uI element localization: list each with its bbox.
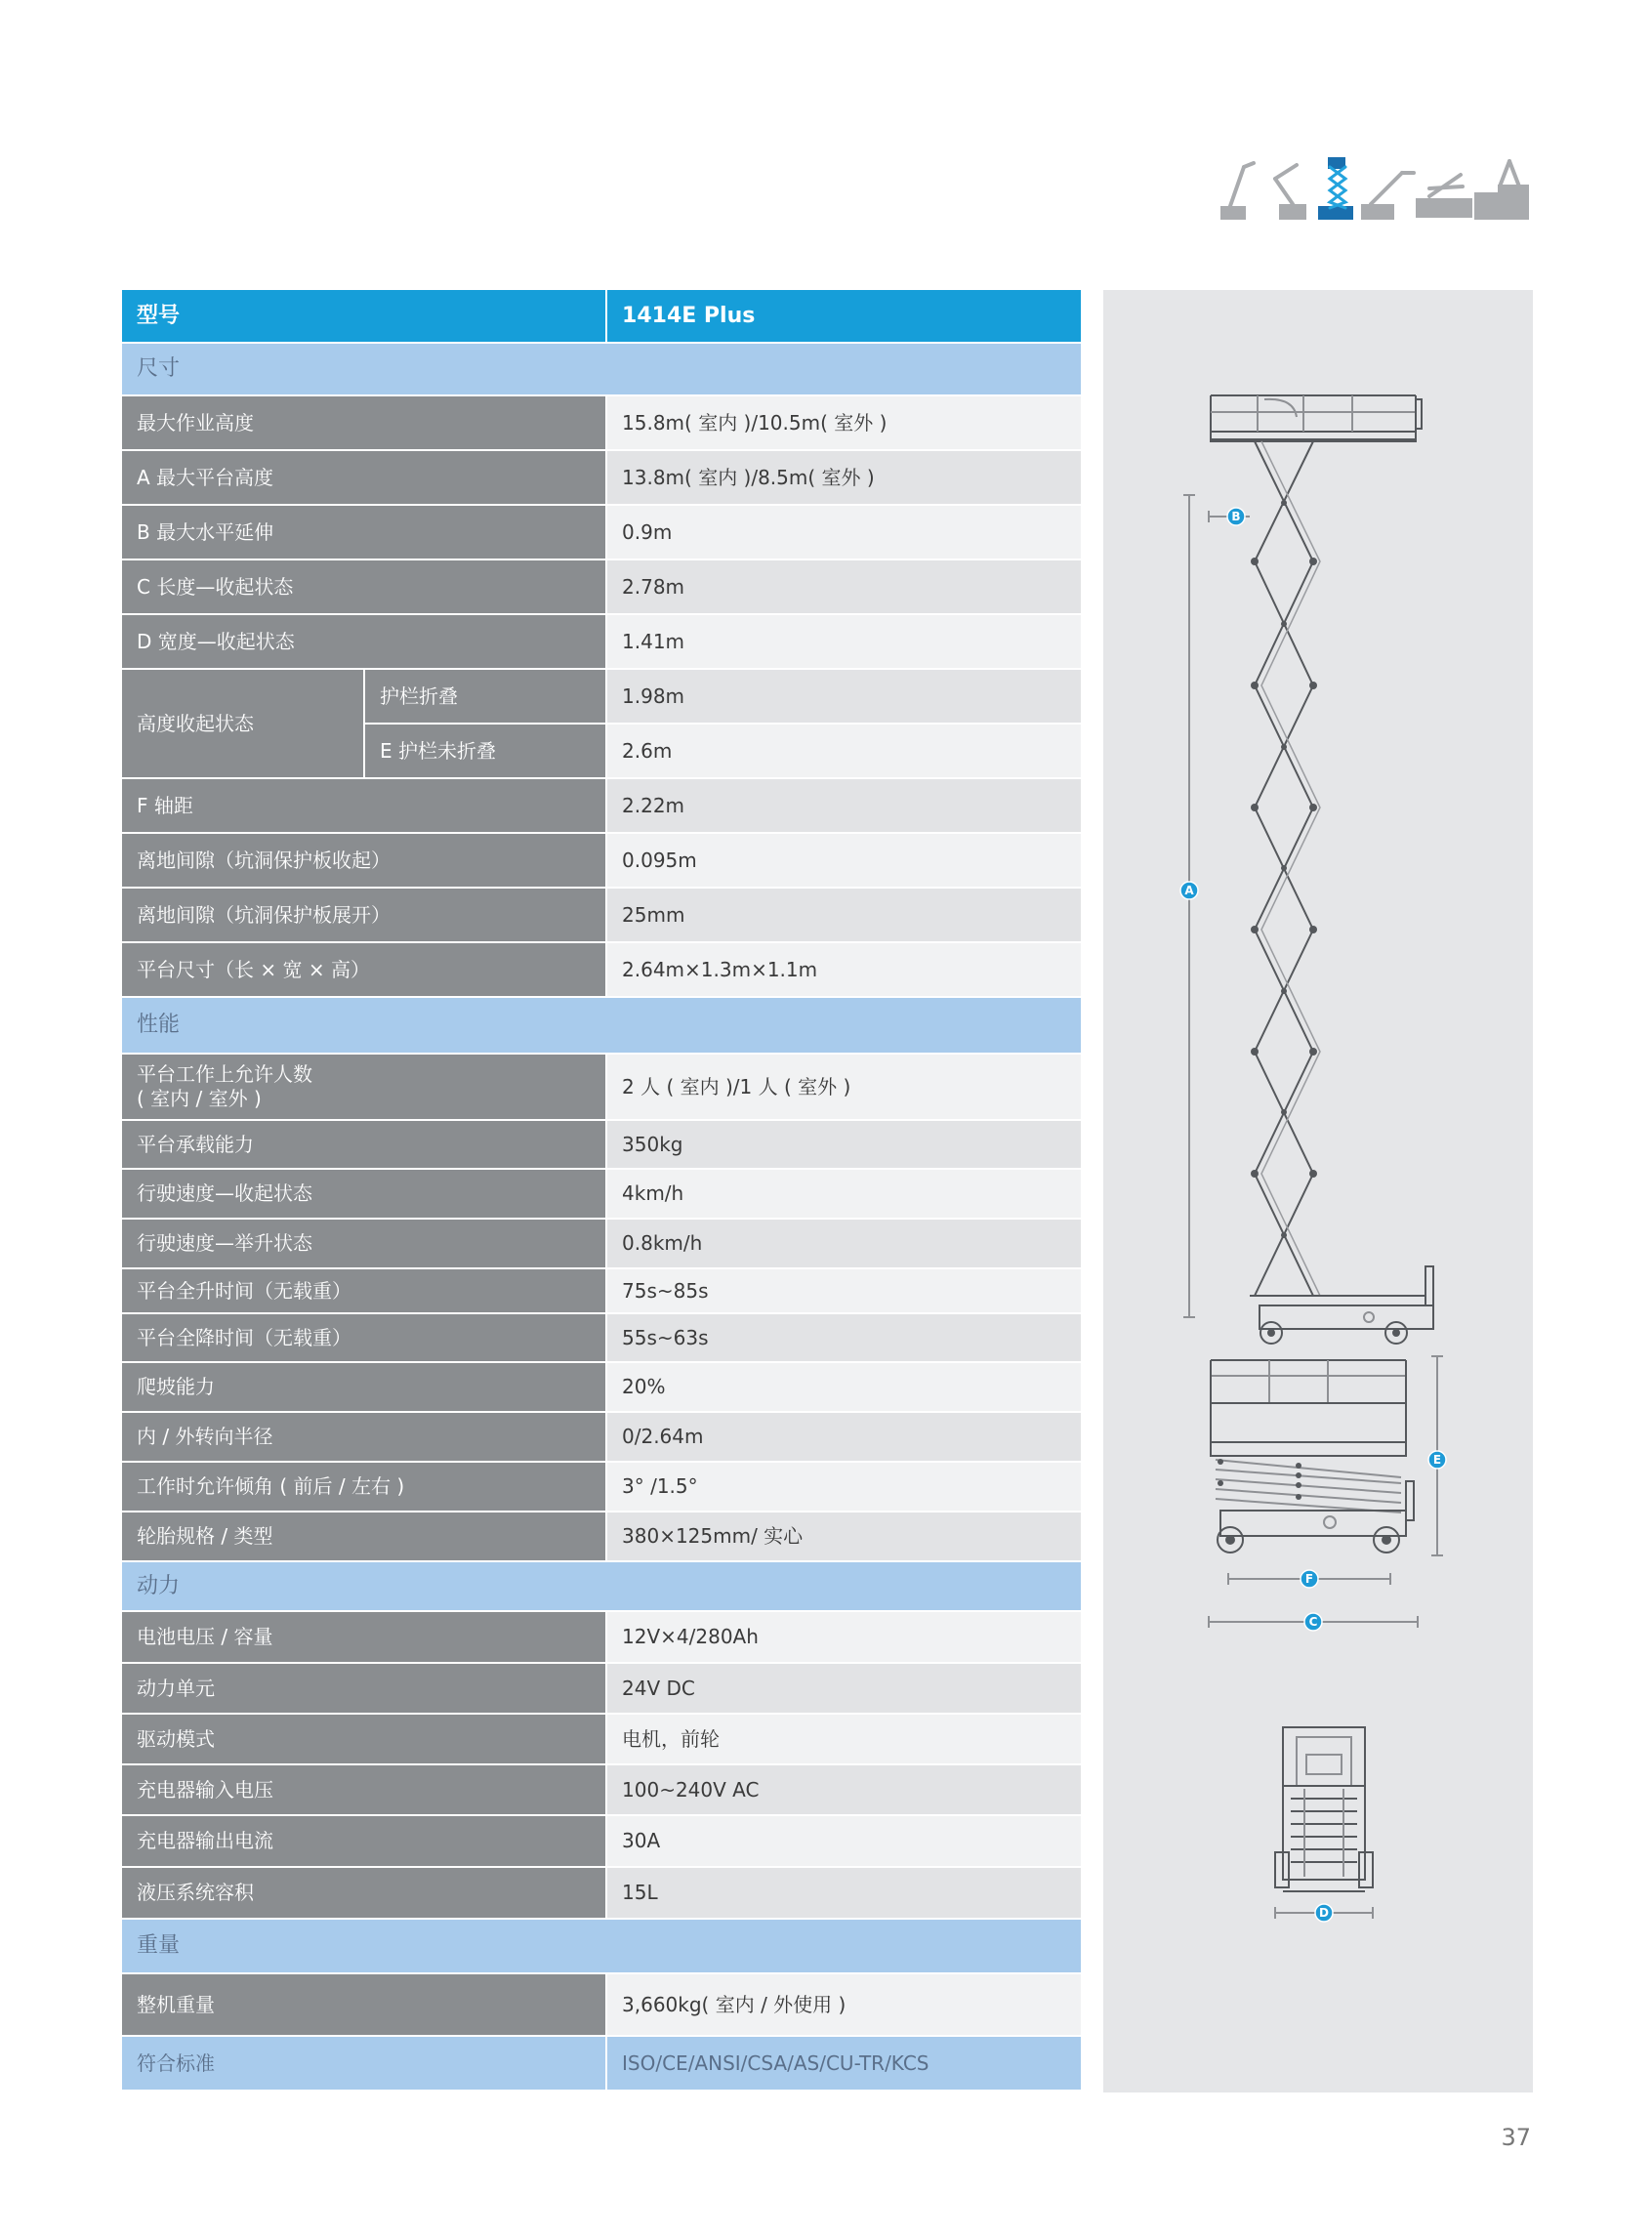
row-label: 行驶速度—举升状态 — [122, 1219, 606, 1268]
table-row — [122, 1120, 1081, 1169]
row-label: B 最大水平延伸 — [122, 505, 606, 559]
table-row — [122, 1313, 1081, 1362]
raised-side-view — [1183, 395, 1433, 1344]
section-row-performance — [122, 997, 1081, 1054]
row-label: 爬坡能力 — [122, 1362, 606, 1412]
row-value: 350kg — [606, 1120, 1081, 1169]
row-value: 0.095m — [606, 833, 1081, 888]
row-label: 轮胎规格 / 类型 — [122, 1512, 606, 1561]
row-label: 动力单元 — [122, 1663, 606, 1714]
row-value: 2.22m — [606, 778, 1081, 833]
table-row — [122, 559, 1081, 614]
scissor-lift-icon — [1320, 159, 1351, 218]
table-row — [122, 1867, 1081, 1919]
table-row — [122, 1219, 1081, 1268]
row-label: 液压系统容积 — [122, 1867, 606, 1919]
row-value: 15L — [606, 1867, 1081, 1919]
table-row — [122, 888, 1081, 942]
diagram-panel — [1103, 290, 1533, 2092]
table-row — [122, 395, 1081, 450]
table-row — [122, 1764, 1081, 1815]
standards-label: 符合标准 — [122, 2036, 606, 2091]
table-row — [122, 1362, 1081, 1412]
section-title-weight: 重量 — [122, 1919, 1081, 1973]
row-label: 高度收起状态 — [122, 669, 364, 778]
front-view — [1275, 1727, 1373, 1919]
table-row — [122, 1663, 1081, 1714]
row-label: 平台全升时间（无载重） — [122, 1268, 606, 1313]
row-value: 380×125mm/ 实心 — [606, 1512, 1081, 1561]
dimension-marker-f — [1301, 1570, 1318, 1588]
section-title-dimensions: 尺寸 — [122, 343, 1081, 395]
table-row — [122, 1714, 1081, 1764]
dimension-marker-c — [1304, 1613, 1322, 1631]
table-row — [122, 833, 1081, 888]
row-value: 15.8m( 室内 )/10.5m( 室外 ) — [606, 395, 1081, 450]
table-row — [122, 1512, 1081, 1561]
category-icons — [1220, 151, 1533, 229]
page-number: 37 — [1501, 2124, 1531, 2151]
boom-lift-icon — [1222, 163, 1254, 218]
table-row — [122, 1815, 1081, 1867]
row-label-line: 平台工作上允许人数 — [137, 1062, 312, 1086]
truck-mounted-lift-icon — [1418, 175, 1470, 216]
row-label: 充电器输入电压 — [122, 1764, 606, 1815]
row-value: 2.78m — [606, 559, 1081, 614]
dimension-marker-d — [1315, 1904, 1333, 1922]
table-row — [122, 942, 1081, 997]
row-value: 13.8m( 室内 )/8.5m( 室外 ) — [606, 450, 1081, 505]
svg-text:C: C — [1308, 1615, 1318, 1629]
telescopic-boom-icon — [1363, 173, 1414, 218]
spec-table — [122, 290, 1081, 2092]
row-label: 工作时允许倾角 ( 前后 / 左右 ) — [122, 1462, 606, 1512]
row-value: 2.64m×1.3m×1.1m — [606, 942, 1081, 997]
table-row — [122, 1973, 1081, 2036]
row-value: 3,660kg( 室内 / 外使用 ) — [606, 1973, 1081, 2036]
table-row — [122, 614, 1081, 669]
row-value: 2.6m — [606, 724, 1081, 778]
standards-row — [122, 2036, 1081, 2091]
standards-value: ISO/CE/ANSI/CSA/AS/CU-TR/KCS — [606, 2036, 1081, 2091]
row-value: 100~240V AC — [606, 1764, 1081, 1815]
table-header-row — [122, 290, 1081, 343]
table-row — [122, 1611, 1081, 1663]
model-header-label: 型号 — [122, 290, 606, 343]
row-label: 整机重量 — [122, 1973, 606, 2036]
row-value: 0.8km/h — [606, 1219, 1081, 1268]
table-row — [122, 1268, 1081, 1313]
row-label: 离地间隙（坑洞保护板收起） — [122, 833, 606, 888]
row-label: 平台尺寸（长 × 宽 × 高） — [122, 942, 606, 997]
table-row — [122, 1462, 1081, 1512]
model-header-value: 1414E Plus — [606, 290, 1081, 343]
table-row — [122, 778, 1081, 833]
row-value: 1.98m — [606, 669, 1081, 724]
svg-text:E: E — [1432, 1453, 1442, 1467]
table-row — [122, 505, 1081, 559]
row-sublabel: E 护栏未折叠 — [364, 724, 606, 778]
table-row — [122, 1169, 1081, 1219]
row-label: D 宽度—收起状态 — [122, 614, 606, 669]
row-value: 55s~63s — [606, 1313, 1081, 1362]
stowed-side-view — [1209, 1356, 1443, 1628]
dimension-marker-a — [1180, 882, 1198, 899]
row-value: 25mm — [606, 888, 1081, 942]
row-label-line: ( 室内 / 室外 ) — [137, 1087, 262, 1110]
row-value: 0/2.64m — [606, 1412, 1081, 1462]
row-value: 2 人 ( 室内 )/1 人 ( 室外 ) — [606, 1054, 1081, 1120]
table-row — [122, 669, 1081, 724]
row-value: 20% — [606, 1362, 1081, 1412]
vertical-mast-lift-icon — [1476, 161, 1527, 218]
row-label: C 长度—收起状态 — [122, 559, 606, 614]
row-label — [122, 1054, 606, 1120]
row-value: 24V DC — [606, 1663, 1081, 1714]
svg-text:F: F — [1304, 1572, 1314, 1586]
table-row — [122, 450, 1081, 505]
row-value: 0.9m — [606, 505, 1081, 559]
svg-text:A: A — [1184, 884, 1194, 897]
row-label: A 最大平台高度 — [122, 450, 606, 505]
row-label: F 轴距 — [122, 778, 606, 833]
row-label: 电池电压 / 容量 — [122, 1611, 606, 1663]
row-value: 电机，前轮 — [606, 1714, 1081, 1764]
svg-text:B: B — [1231, 510, 1241, 523]
row-label: 平台全降时间（无载重） — [122, 1313, 606, 1362]
row-value: 3° /1.5° — [606, 1462, 1081, 1512]
row-label: 内 / 外转向半径 — [122, 1412, 606, 1462]
dimension-marker-e — [1428, 1451, 1446, 1469]
section-row-weight — [122, 1919, 1081, 1973]
row-value: 12V×4/280Ah — [606, 1611, 1081, 1663]
row-label: 充电器输出电流 — [122, 1815, 606, 1867]
section-title-performance: 性能 — [122, 997, 1081, 1054]
section-title-power: 动力 — [122, 1561, 1081, 1611]
section-row-power — [122, 1561, 1081, 1611]
row-value: 4km/h — [606, 1169, 1081, 1219]
row-value: 30A — [606, 1815, 1081, 1867]
row-label: 平台承载能力 — [122, 1120, 606, 1169]
row-sublabel: 护栏折叠 — [364, 669, 606, 724]
row-label: 行驶速度—收起状态 — [122, 1169, 606, 1219]
row-label: 最大作业高度 — [122, 395, 606, 450]
dimension-marker-b — [1227, 508, 1245, 525]
row-value: 1.41m — [606, 614, 1081, 669]
table-row — [122, 1412, 1081, 1462]
svg-text:D: D — [1319, 1906, 1329, 1920]
articulating-boom-icon — [1275, 165, 1304, 218]
row-value: 75s~85s — [606, 1268, 1081, 1313]
row-label: 驱动模式 — [122, 1714, 606, 1764]
machine-diagrams — [1103, 290, 1533, 2092]
row-label: 离地间隙（坑洞保护板展开） — [122, 888, 606, 942]
section-row-dimensions — [122, 343, 1081, 395]
table-row — [122, 1054, 1081, 1120]
